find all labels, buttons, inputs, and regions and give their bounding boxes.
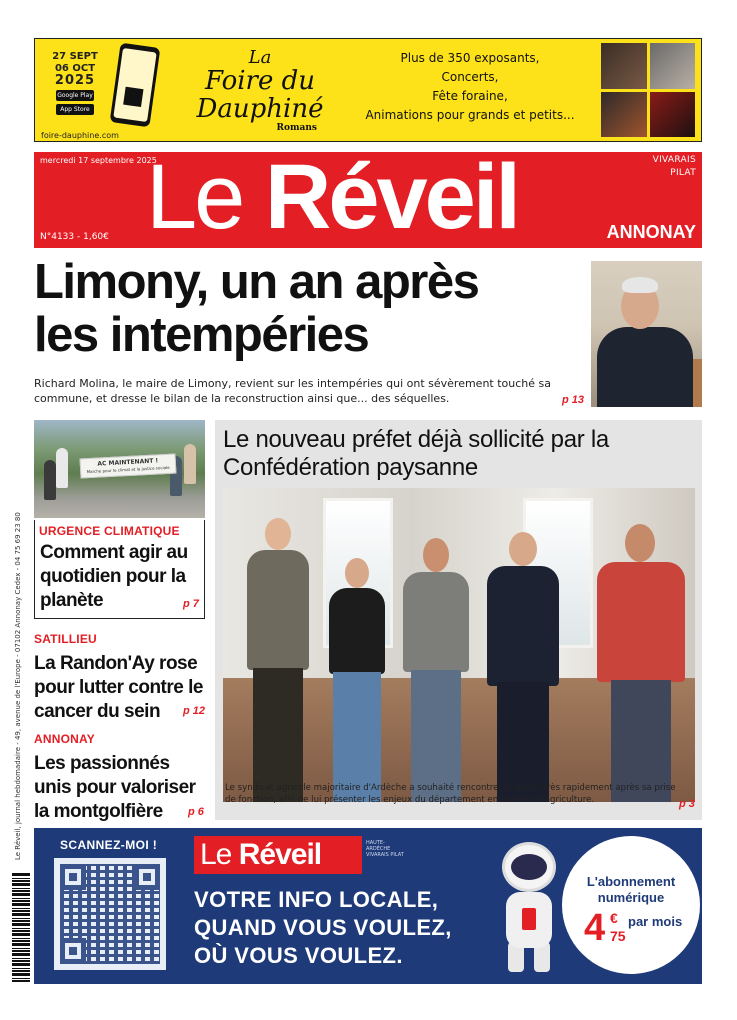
- main-headline: Le nouveau préfet déjà sollicité par la Confédération paysanne: [223, 426, 609, 481]
- brief-annonay[interactable]: [34, 732, 209, 824]
- ad-photo: [650, 43, 696, 89]
- ad-slogan: VOTRE INFO LOCALE, QUAND VOUS VOULEZ, OÙ VOUS VOULEZ.: [194, 887, 452, 968]
- ad-photo-grid: [601, 43, 695, 137]
- city-label: ANNONAY: [606, 222, 696, 242]
- main-page-ref[interactable]: p 3: [679, 798, 695, 810]
- price-whole: 4: [584, 907, 606, 949]
- ad-dates: [45, 51, 105, 115]
- brief-title: La Randon'Ay rose pour lutter contre le cancer du sein: [34, 653, 203, 722]
- ad-photo: [650, 92, 696, 138]
- subscription-offer[interactable]: L'abonnement numérique 4 € 75 par mois: [562, 836, 700, 974]
- ad-line: Concerts,: [441, 70, 499, 84]
- top-advertisement[interactable]: [34, 38, 702, 142]
- photo-caption: Le syndicat agricole majoritaire d'Ardèche a souhaité rencontrer le préfet très rapidement après sa prise de fonction, afin de lui présenter les enjeux du département en matière d'agriculture.: [225, 783, 676, 805]
- main-article[interactable]: [215, 420, 702, 820]
- phone-image: [110, 43, 161, 128]
- mayor-photo: [591, 261, 702, 407]
- ad-line: Animations pour grands et petits...: [365, 108, 575, 122]
- qr-code[interactable]: [54, 858, 166, 970]
- price-cents: 75: [610, 928, 626, 944]
- ad-line: Fête foraine,: [432, 89, 508, 103]
- newspaper-logo[interactable]: Le Réveil: [146, 152, 518, 248]
- brief-page-ref[interactable]: p 12: [183, 705, 206, 717]
- climate-march-photo: [34, 420, 205, 518]
- prefect-meeting-photo: [223, 488, 695, 802]
- astronaut-icon: [492, 838, 572, 978]
- ad-url[interactable]: foire-dauphine.com: [41, 131, 119, 140]
- fair-logo: La Foire du Dauphiné Romans: [196, 47, 324, 133]
- ad-text: [355, 49, 585, 125]
- issue-number-price: N°4133 - 1,60€: [40, 232, 109, 242]
- price-period: par mois: [628, 914, 683, 929]
- lead-summary: Richard Molina, le maire de Limony, revient sur les intempéries qui ont sévèrement touché sa commune, et dresse le bilan de la reconstruction ainsi que... des séquelles.: [34, 377, 551, 405]
- ad-date-start: 27 SEPT: [52, 51, 98, 62]
- lead-headline[interactable]: Limony, un an après les intempéries: [34, 255, 479, 362]
- lead-page-ref[interactable]: p 13: [562, 394, 585, 406]
- ad-photo: [601, 43, 647, 89]
- climate-title: Comment agir au quotidien pour la planète: [40, 542, 188, 611]
- masthead: [34, 152, 702, 248]
- region-label: VIVARAIS PILAT: [652, 155, 696, 178]
- publisher-info: Le Réveil, journal hebdomadaire - 49, avenue de l'Europe - 07102 Annonay Cedex - 04 75 69 23 80: [14, 512, 22, 860]
- brief-page-ref[interactable]: p 6: [188, 806, 204, 818]
- brief-kicker: ANNONAY: [34, 732, 95, 746]
- ad-photo: [601, 92, 647, 138]
- ad-small-text: HAUTE-ARDÈCHE VIVARAIS PILAT: [366, 840, 404, 858]
- ad-date-end: 06 OCT: [54, 63, 96, 74]
- barcode: [12, 872, 30, 982]
- app-store-badge[interactable]: App Store: [56, 104, 94, 115]
- ad-newspaper-logo: Le Réveil: [194, 836, 362, 874]
- ad-line: Plus de 350 exposants,: [400, 51, 540, 65]
- issue-date: mercredi 17 septembre 2025: [40, 156, 157, 165]
- google-play-badge[interactable]: Google Play: [57, 92, 93, 99]
- price-currency: €: [610, 910, 618, 926]
- march-banner: AC MAINTENANT ! Marche pour le climat et la justice sociale: [80, 454, 177, 479]
- climate-page-ref[interactable]: p 7: [183, 598, 199, 610]
- subscription-advertisement[interactable]: [34, 828, 702, 984]
- brief-kicker: SATILLIEU: [34, 632, 97, 646]
- climate-kicker: URGENCE CLIMATIQUE: [39, 524, 180, 538]
- scan-label: SCANNEZ-MOI !: [60, 838, 158, 852]
- ad-year: 2025: [54, 73, 96, 88]
- brief-title: Les passionnés unis pour valoriser la montgolfière: [34, 753, 196, 822]
- climate-article[interactable]: [34, 520, 205, 619]
